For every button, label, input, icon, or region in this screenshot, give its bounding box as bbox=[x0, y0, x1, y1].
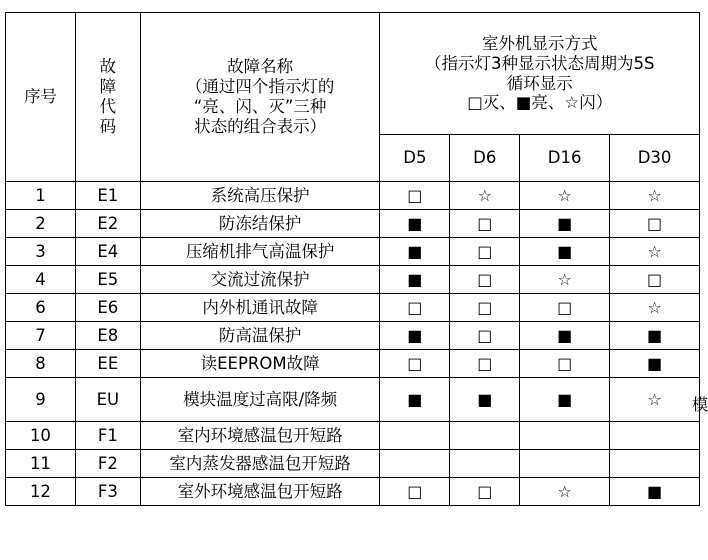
cell-d6: □ bbox=[450, 478, 520, 506]
cell-d30: ☆ bbox=[610, 182, 700, 210]
header-led-d16: D16 bbox=[520, 135, 610, 182]
table-row bbox=[6, 478, 700, 506]
cell-seq: 10 bbox=[6, 422, 76, 450]
cell-code: EU bbox=[75, 378, 140, 422]
cell-d5: ■ bbox=[380, 322, 450, 350]
cell-code: F2 bbox=[75, 450, 140, 478]
table-row bbox=[6, 238, 700, 266]
cell-seq: 2 bbox=[6, 210, 76, 238]
cell-d5: □ bbox=[380, 182, 450, 210]
cell-name: 系统高压保护 bbox=[140, 182, 380, 210]
cell-d5: □ bbox=[380, 478, 450, 506]
cell-d30: ■ bbox=[610, 350, 700, 378]
cell-seq: 12 bbox=[6, 478, 76, 506]
header-outdoor-display: 室外机显示方式 （指示灯3种显示状态周期为5S 循环显示 □灭、■亮、☆闪） bbox=[380, 13, 700, 135]
clipped-text-fragment: 模 bbox=[692, 395, 708, 414]
cell-code: E1 bbox=[75, 182, 140, 210]
cell-d16: ■ bbox=[520, 238, 610, 266]
cell-name: 室内环境感温包开短路 bbox=[140, 422, 380, 450]
cell-d5 bbox=[380, 450, 450, 478]
cell-name: 模块温度过高限/降频 bbox=[140, 378, 380, 422]
cell-name: 防冻结保护 bbox=[140, 210, 380, 238]
cell-seq: 1 bbox=[6, 182, 76, 210]
cell-d30 bbox=[610, 450, 700, 478]
cell-name: 交流过流保护 bbox=[140, 266, 380, 294]
cell-seq: 6 bbox=[6, 294, 76, 322]
cell-d6: □ bbox=[450, 294, 520, 322]
cell-code: E2 bbox=[75, 210, 140, 238]
cell-d6: ☆ bbox=[450, 182, 520, 210]
table-row bbox=[6, 322, 700, 350]
cell-d6: □ bbox=[450, 210, 520, 238]
cell-d30: ■ bbox=[610, 322, 700, 350]
cell-d30: □ bbox=[610, 266, 700, 294]
cell-seq: 8 bbox=[6, 350, 76, 378]
cell-seq: 9 bbox=[6, 378, 76, 422]
cell-d16: ☆ bbox=[520, 478, 610, 506]
header-led-d30: D30 bbox=[610, 135, 700, 182]
cell-d16: ☆ bbox=[520, 266, 610, 294]
table-row bbox=[6, 450, 700, 478]
fault-code-table bbox=[5, 12, 700, 506]
cell-d6 bbox=[450, 422, 520, 450]
cell-d30: ☆ bbox=[610, 238, 700, 266]
cell-d5: ■ bbox=[380, 238, 450, 266]
cell-d5: ■ bbox=[380, 210, 450, 238]
cell-d6: □ bbox=[450, 350, 520, 378]
cell-name: 室内蒸发器感温包开短路 bbox=[140, 450, 380, 478]
cell-d5: ■ bbox=[380, 378, 450, 422]
table-row bbox=[6, 210, 700, 238]
table-row bbox=[6, 294, 700, 322]
cell-d30 bbox=[610, 422, 700, 450]
cell-name: 内外机通讯故障 bbox=[140, 294, 380, 322]
cell-d30: ☆ bbox=[610, 378, 700, 422]
cell-d16: □ bbox=[520, 294, 610, 322]
cell-seq: 3 bbox=[6, 238, 76, 266]
cell-d5: □ bbox=[380, 294, 450, 322]
table-row bbox=[6, 422, 700, 450]
table-row bbox=[6, 350, 700, 378]
cell-d16: ■ bbox=[520, 378, 610, 422]
cell-seq: 11 bbox=[6, 450, 76, 478]
cell-d16: ■ bbox=[520, 210, 610, 238]
cell-seq: 7 bbox=[6, 322, 76, 350]
cell-d5 bbox=[380, 422, 450, 450]
cell-d30: □ bbox=[610, 210, 700, 238]
cell-d16: ■ bbox=[520, 322, 610, 350]
header-seq: 序号 bbox=[6, 13, 76, 182]
cell-d16 bbox=[520, 422, 610, 450]
cell-code: E4 bbox=[75, 238, 140, 266]
table-row bbox=[6, 182, 700, 210]
table-row bbox=[6, 378, 700, 422]
cell-d16: □ bbox=[520, 350, 610, 378]
cell-name: 防高温保护 bbox=[140, 322, 380, 350]
cell-code: E6 bbox=[75, 294, 140, 322]
cell-d5: ■ bbox=[380, 266, 450, 294]
table-row bbox=[6, 266, 700, 294]
cell-d30: ☆ bbox=[610, 294, 700, 322]
cell-code: F1 bbox=[75, 422, 140, 450]
cell-d16 bbox=[520, 450, 610, 478]
cell-name: 读EEPROM故障 bbox=[140, 350, 380, 378]
cell-seq: 4 bbox=[6, 266, 76, 294]
cell-name: 压缩机排气高温保护 bbox=[140, 238, 380, 266]
cell-code: EE bbox=[75, 350, 140, 378]
cell-d6: □ bbox=[450, 322, 520, 350]
cell-code: E8 bbox=[75, 322, 140, 350]
cell-d6: ■ bbox=[450, 378, 520, 422]
cell-code: F3 bbox=[75, 478, 140, 506]
cell-d5: □ bbox=[380, 350, 450, 378]
cell-d16: ☆ bbox=[520, 182, 610, 210]
cell-d30: ■ bbox=[610, 478, 700, 506]
cell-d6: □ bbox=[450, 266, 520, 294]
cell-d6 bbox=[450, 450, 520, 478]
cell-d6: □ bbox=[450, 238, 520, 266]
cell-name: 室外环境感温包开短路 bbox=[140, 478, 380, 506]
cell-code: E5 bbox=[75, 266, 140, 294]
header-led-d5: D5 bbox=[380, 135, 450, 182]
header-fault-code: 故 障 代 码 bbox=[75, 13, 140, 182]
header-fault-name: 故障名称 （通过四个指示灯的 “亮、闪、灭”三种 状态的组合表示） bbox=[140, 13, 380, 182]
header-led-d6: D6 bbox=[450, 135, 520, 182]
